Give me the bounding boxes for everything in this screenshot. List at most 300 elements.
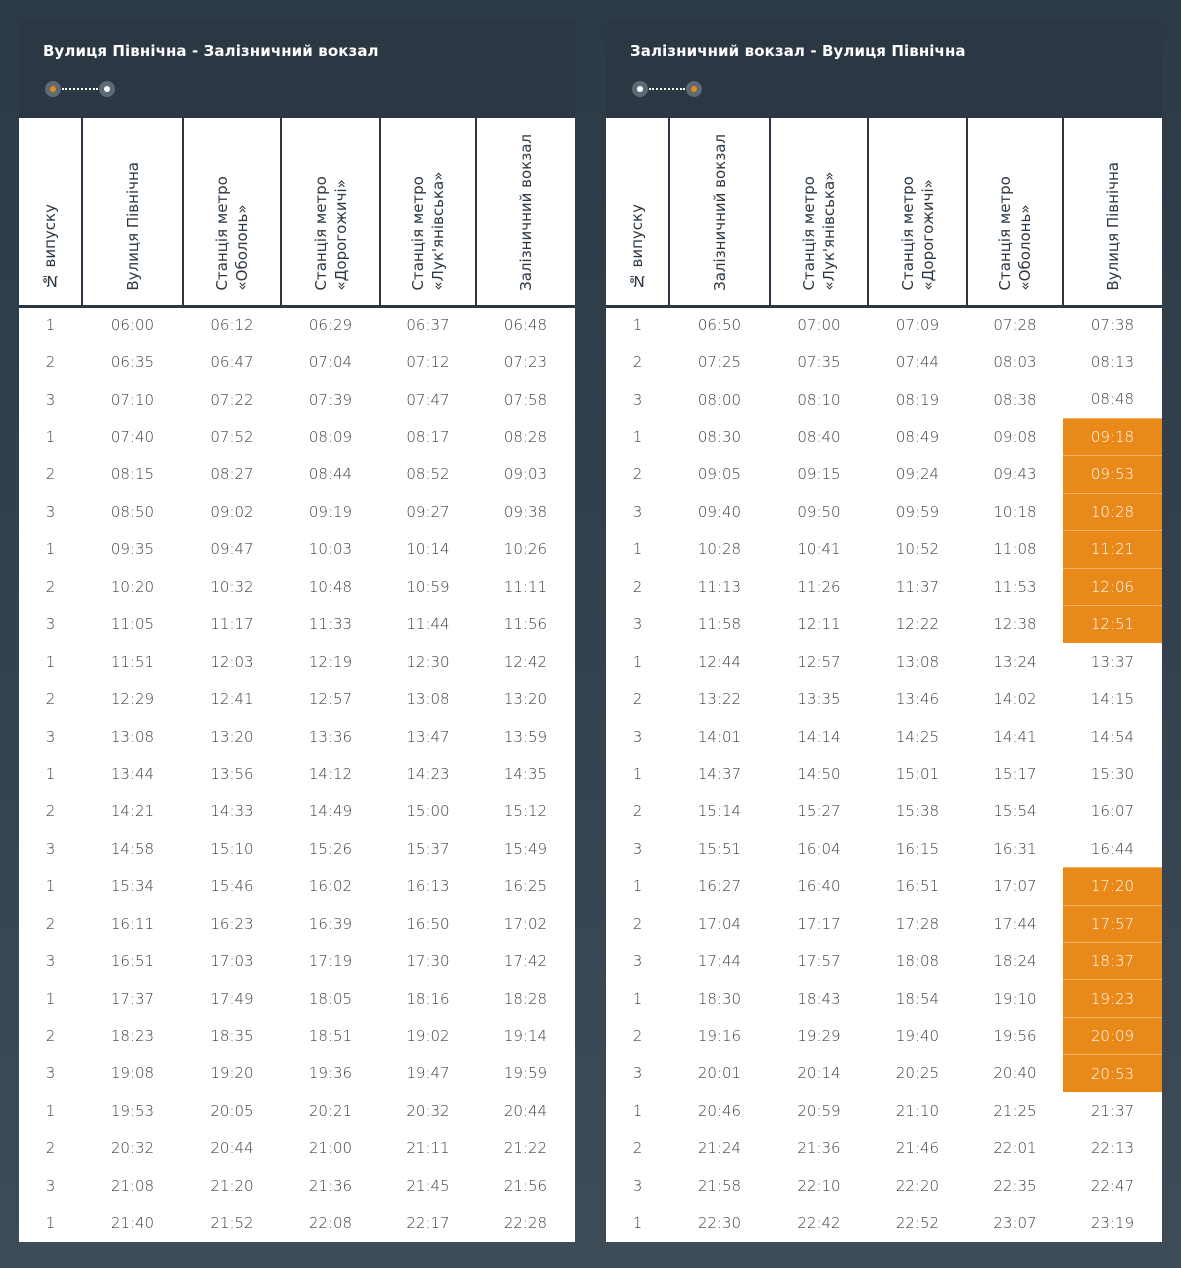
- release-number-cell: 2: [45, 353, 56, 372]
- release-number-cell: 1: [632, 877, 643, 896]
- time-cell: 15:37: [406, 839, 450, 858]
- table-row: [606, 905, 1162, 942]
- route-end-dot-icon: [686, 81, 702, 97]
- time-cell: 08:10: [797, 390, 841, 409]
- time-cell: 14:50: [797, 764, 841, 783]
- time-cell: 13:08: [895, 652, 940, 671]
- time-cell: 10:28: [1063, 493, 1162, 530]
- column-header-label: № випуску: [628, 204, 646, 291]
- time-cell: 14:35: [503, 764, 548, 783]
- time-cell: 21:45: [406, 1176, 450, 1195]
- column-header-label: Станція метро «Оболонь»: [996, 176, 1034, 291]
- time-cell: 20:32: [110, 1139, 155, 1158]
- time-cell: 23:07: [993, 1214, 1037, 1233]
- time-cell: 12:57: [797, 652, 841, 671]
- time-cell: 08:38: [993, 390, 1037, 409]
- time-cell: 13:20: [210, 727, 254, 746]
- schedule-panel-outbound: [19, 20, 575, 1242]
- time-cell: 13:47: [406, 727, 450, 746]
- time-cell: 21:52: [210, 1214, 254, 1233]
- column-header: [82, 118, 183, 306]
- time-cell: 20:32: [406, 1101, 450, 1120]
- time-cell: 06:50: [697, 316, 742, 335]
- time-cell: 15:10: [210, 839, 254, 858]
- release-number-cell: 3: [45, 390, 56, 409]
- time-cell: 09:47: [210, 540, 254, 559]
- time-cell: 12:41: [210, 690, 254, 709]
- time-cell: 19:10: [993, 989, 1037, 1008]
- time-cell: 18:16: [406, 989, 450, 1008]
- time-cell: 17:57: [1063, 905, 1162, 942]
- time-cell: 20:01: [697, 1064, 742, 1083]
- time-cell: 18:54: [895, 989, 940, 1008]
- release-number-cell: 2: [45, 1139, 56, 1158]
- time-cell: 18:28: [503, 989, 548, 1008]
- time-cell: 19:56: [993, 1027, 1037, 1046]
- time-cell: 17:37: [110, 989, 155, 1008]
- time-cell: 12:29: [110, 690, 155, 709]
- table-row: [606, 980, 1162, 1017]
- table-row: [19, 568, 575, 605]
- time-cell: 08:44: [308, 465, 353, 484]
- time-cell: 14:21: [110, 802, 155, 821]
- time-cell: 18:24: [993, 952, 1037, 971]
- time-cell: 06:12: [210, 316, 254, 335]
- timetable-header-row: [606, 118, 1162, 306]
- time-cell: 17:19: [308, 952, 353, 971]
- table-row: [606, 606, 1162, 643]
- time-cell: 15:38: [895, 802, 940, 821]
- release-number-cell: 1: [632, 316, 643, 335]
- time-cell: 22:30: [697, 1214, 742, 1233]
- table-row: [606, 643, 1162, 680]
- table-row: [606, 381, 1162, 418]
- release-number-cell: 2: [45, 577, 56, 596]
- time-cell: 07:12: [406, 353, 450, 372]
- release-number-cell: 1: [45, 989, 56, 1008]
- release-number-cell: 3: [632, 390, 643, 409]
- time-cell: 20:53: [1063, 1055, 1162, 1092]
- time-cell: 09:43: [993, 465, 1037, 484]
- time-cell: 13:36: [308, 727, 353, 746]
- column-header: [868, 118, 967, 306]
- release-number-cell: 1: [45, 316, 56, 335]
- route-dotted-line: [649, 88, 685, 90]
- time-cell: 12:22: [895, 615, 940, 634]
- time-cell: 20:46: [697, 1101, 742, 1120]
- time-cell: 15:00: [406, 802, 450, 821]
- table-row: [19, 531, 575, 568]
- column-header-label: Вулиця Північна: [123, 161, 142, 291]
- release-number-cell: 3: [632, 1064, 643, 1083]
- release-number-cell: 2: [45, 690, 56, 709]
- column-header: [770, 118, 868, 306]
- time-cell: 21:56: [503, 1176, 548, 1195]
- time-cell: 14:15: [1090, 690, 1135, 709]
- release-number-cell: 3: [45, 1176, 56, 1195]
- time-cell: 07:47: [406, 390, 450, 409]
- time-cell: 18:08: [895, 952, 940, 971]
- time-cell: 11:26: [797, 577, 841, 596]
- table-row: [19, 1130, 575, 1167]
- time-cell: 11:58: [697, 615, 742, 634]
- release-number-cell: 2: [632, 802, 643, 821]
- time-cell: 16:23: [210, 914, 254, 933]
- time-cell: 15:54: [993, 802, 1037, 821]
- route-dotted-line: [62, 88, 98, 90]
- time-cell: 20:25: [895, 1064, 940, 1083]
- column-header-label: Станція метро «Дорогожичі»: [311, 176, 350, 291]
- column-header: [967, 118, 1063, 306]
- time-cell: 20:59: [797, 1101, 841, 1120]
- time-cell: 13:20: [503, 690, 548, 709]
- column-header: [1063, 118, 1162, 306]
- time-cell: 18:35: [210, 1027, 254, 1046]
- time-cell: 19:47: [406, 1064, 450, 1083]
- time-cell: 21:24: [697, 1139, 742, 1158]
- time-cell: 10:48: [308, 577, 353, 596]
- time-cell: 08:50: [110, 502, 155, 521]
- panel-header: [606, 20, 1162, 118]
- time-cell: 16:13: [406, 877, 450, 896]
- release-number-cell: 3: [45, 952, 56, 971]
- release-number-cell: 2: [632, 1139, 643, 1158]
- time-cell: 16:02: [308, 877, 353, 896]
- table-row: [606, 1130, 1162, 1167]
- column-header: [19, 118, 82, 306]
- time-cell: 21:11: [406, 1139, 450, 1158]
- time-cell: 13:24: [993, 652, 1037, 671]
- time-cell: 12:19: [308, 652, 353, 671]
- time-cell: 19:36: [308, 1064, 353, 1083]
- time-cell: 10:14: [406, 540, 450, 559]
- time-cell: 09:59: [895, 502, 940, 521]
- time-cell: 11:05: [110, 615, 155, 634]
- table-row: [19, 680, 575, 717]
- time-cell: 18:37: [1063, 942, 1162, 979]
- time-cell: 13:44: [110, 764, 155, 783]
- time-cell: 14:54: [1090, 727, 1135, 746]
- time-cell: 17:44: [697, 952, 742, 971]
- time-cell: 07:10: [110, 390, 155, 409]
- release-number-cell: 3: [45, 502, 56, 521]
- time-cell: 08:13: [1090, 353, 1135, 372]
- time-cell: 09:15: [797, 465, 841, 484]
- time-cell: 10:59: [406, 577, 450, 596]
- time-cell: 16:50: [406, 914, 450, 933]
- time-cell: 10:18: [993, 502, 1037, 521]
- time-cell: 15:51: [697, 839, 742, 858]
- time-cell: 17:44: [993, 914, 1037, 933]
- column-header: [281, 118, 380, 306]
- time-cell: 15:46: [210, 877, 254, 896]
- time-cell: 21:58: [697, 1176, 742, 1195]
- time-cell: 16:51: [110, 952, 155, 971]
- time-cell: 22:10: [797, 1176, 841, 1195]
- time-cell: 19:20: [210, 1064, 254, 1083]
- time-cell: 12:11: [797, 615, 841, 634]
- time-cell: 09:03: [503, 465, 548, 484]
- time-cell: 07:23: [503, 353, 548, 372]
- time-cell: 22:52: [895, 1214, 940, 1233]
- time-cell: 09:18: [1063, 418, 1162, 455]
- time-cell: 19:29: [797, 1027, 841, 1046]
- table-row: [19, 306, 575, 343]
- time-cell: 20:21: [308, 1101, 353, 1120]
- time-cell: 23:19: [1090, 1214, 1135, 1233]
- table-row: [606, 568, 1162, 605]
- time-cell: 10:20: [110, 577, 155, 596]
- release-number-cell: 2: [45, 802, 56, 821]
- time-cell: 09:19: [308, 502, 353, 521]
- time-cell: 14:37: [697, 764, 742, 783]
- table-row: [606, 1167, 1162, 1204]
- time-cell: 19:14: [503, 1027, 548, 1046]
- time-cell: 11:11: [503, 577, 548, 596]
- time-cell: 13:35: [797, 690, 841, 709]
- time-cell: 17:42: [503, 952, 548, 971]
- time-cell: 22:47: [1090, 1176, 1135, 1195]
- time-cell: 16:40: [797, 877, 841, 896]
- time-cell: 14:58: [110, 839, 155, 858]
- time-cell: 07:04: [308, 353, 353, 372]
- time-cell: 17:57: [797, 952, 841, 971]
- time-cell: 12:06: [1063, 568, 1162, 605]
- time-cell: 11:53: [993, 577, 1037, 596]
- time-cell: 15:49: [503, 839, 548, 858]
- time-cell: 07:09: [895, 316, 940, 335]
- timetable-body: [19, 306, 575, 1242]
- time-cell: 09:38: [503, 502, 548, 521]
- time-cell: 16:07: [1090, 802, 1135, 821]
- column-header-label: № випуску: [41, 204, 59, 291]
- time-cell: 12:03: [210, 652, 254, 671]
- time-cell: 09:02: [210, 502, 254, 521]
- release-number-cell: 2: [632, 353, 643, 372]
- time-cell: 21:40: [110, 1214, 155, 1233]
- time-cell: 16:39: [308, 914, 353, 933]
- time-cell: 08:48: [1090, 390, 1135, 409]
- time-cell: 12:38: [993, 615, 1037, 634]
- route-start-dot-icon: [45, 81, 61, 97]
- time-cell: 17:02: [503, 914, 548, 933]
- time-cell: 11:44: [406, 615, 450, 634]
- time-cell: 16:11: [110, 914, 155, 933]
- time-cell: 19:40: [895, 1027, 940, 1046]
- schedule-panel-return: [606, 20, 1162, 1242]
- release-number-cell: 3: [632, 1176, 643, 1195]
- time-cell: 06:29: [308, 316, 353, 335]
- time-cell: 08:03: [993, 353, 1037, 372]
- column-header: [380, 118, 476, 306]
- time-cell: 10:03: [308, 540, 353, 559]
- time-cell: 22:20: [895, 1176, 940, 1195]
- time-cell: 17:30: [406, 952, 450, 971]
- time-cell: 07:00: [797, 316, 841, 335]
- time-cell: 07:28: [993, 316, 1037, 335]
- time-cell: 08:28: [503, 428, 548, 447]
- release-number-cell: 1: [45, 652, 56, 671]
- time-cell: 22:01: [993, 1139, 1037, 1158]
- release-number-cell: 2: [632, 914, 643, 933]
- time-cell: 16:44: [1090, 839, 1135, 858]
- release-number-cell: 3: [45, 1064, 56, 1083]
- time-cell: 14:49: [308, 802, 353, 821]
- time-cell: 17:17: [797, 914, 841, 933]
- time-cell: 14:41: [993, 727, 1037, 746]
- time-cell: 17:20: [1063, 868, 1162, 905]
- time-cell: 07:52: [210, 428, 254, 447]
- table-row: [19, 1055, 575, 1092]
- table-row: [606, 868, 1162, 905]
- time-cell: 19:23: [1063, 980, 1162, 1017]
- time-cell: 15:12: [503, 802, 548, 821]
- time-cell: 10:28: [697, 540, 742, 559]
- time-cell: 21:00: [308, 1139, 353, 1158]
- release-number-cell: 1: [632, 1214, 643, 1233]
- time-cell: 21:46: [895, 1139, 940, 1158]
- time-cell: 08:09: [308, 428, 353, 447]
- time-cell: 08:27: [210, 465, 254, 484]
- table-row: [19, 343, 575, 380]
- table-row: [19, 456, 575, 493]
- time-cell: 08:52: [406, 465, 450, 484]
- table-row: [19, 755, 575, 792]
- time-cell: 11:51: [110, 652, 155, 671]
- time-cell: 12:57: [308, 690, 353, 709]
- release-number-cell: 1: [45, 877, 56, 896]
- time-cell: 06:48: [503, 316, 548, 335]
- release-number-cell: 3: [45, 727, 56, 746]
- time-cell: 14:01: [697, 727, 742, 746]
- time-cell: 12:51: [1063, 606, 1162, 643]
- release-number-cell: 2: [45, 914, 56, 933]
- table-row: [19, 905, 575, 942]
- time-cell: 07:44: [895, 353, 940, 372]
- time-cell: 15:17: [993, 764, 1037, 783]
- time-cell: 17:04: [697, 914, 742, 933]
- table-row: [19, 1017, 575, 1054]
- table-row: [606, 718, 1162, 755]
- time-cell: 22:28: [503, 1214, 548, 1233]
- route-end-dot-icon: [99, 81, 115, 97]
- time-cell: 18:43: [797, 989, 841, 1008]
- panel-title: Вулиця Північна - Залізничний вокзал: [43, 42, 379, 60]
- time-cell: 19:08: [110, 1064, 155, 1083]
- time-cell: 17:28: [895, 914, 940, 933]
- time-cell: 08:40: [797, 428, 841, 447]
- release-number-cell: 3: [45, 615, 56, 634]
- time-cell: 09:05: [697, 465, 742, 484]
- table-row: [606, 1055, 1162, 1092]
- time-cell: 21:36: [797, 1139, 841, 1158]
- release-number-cell: 3: [632, 615, 643, 634]
- time-cell: 08:19: [895, 390, 940, 409]
- timetable-header-row: [19, 118, 575, 306]
- time-cell: 16:25: [503, 877, 548, 896]
- column-header: [606, 118, 669, 306]
- time-cell: 15:01: [895, 764, 940, 783]
- time-cell: 11:08: [993, 540, 1037, 559]
- time-cell: 15:34: [110, 877, 155, 896]
- time-cell: 11:56: [503, 615, 548, 634]
- release-number-cell: 1: [45, 428, 56, 447]
- time-cell: 15:14: [697, 802, 742, 821]
- panel-title: Залізничний вокзал - Вулиця Північна: [630, 42, 966, 60]
- time-cell: 10:26: [503, 540, 548, 559]
- route-direction-indicator: [45, 81, 117, 97]
- time-cell: 13:22: [697, 690, 742, 709]
- time-cell: 22:13: [1090, 1139, 1135, 1158]
- time-cell: 16:04: [797, 839, 841, 858]
- column-header-label: Залізничний вокзал: [710, 133, 729, 291]
- time-cell: 22:17: [406, 1214, 450, 1233]
- time-cell: 06:37: [406, 316, 450, 335]
- time-cell: 12:44: [697, 652, 742, 671]
- time-cell: 15:30: [1090, 764, 1135, 783]
- release-number-cell: 1: [45, 764, 56, 783]
- time-cell: 21:25: [993, 1101, 1037, 1120]
- column-header-label: Станція метро «Лук'янівська»: [800, 171, 838, 291]
- table-row: [606, 1205, 1162, 1242]
- column-header-label: Станція метро «Дорогожичі»: [898, 176, 937, 291]
- time-cell: 14:25: [895, 727, 940, 746]
- time-cell: 16:27: [697, 877, 742, 896]
- release-number-cell: 1: [632, 1101, 643, 1120]
- time-cell: 07:35: [797, 353, 841, 372]
- time-cell: 14:33: [210, 802, 254, 821]
- time-cell: 19:02: [406, 1027, 450, 1046]
- table-row: [19, 830, 575, 867]
- release-number-cell: 2: [45, 465, 56, 484]
- release-number-cell: 1: [45, 1101, 56, 1120]
- time-cell: 16:51: [895, 877, 940, 896]
- column-header-label: Станція метро «Оболонь»: [213, 176, 251, 291]
- column-header-label: Станція метро «Лук'янівська»: [409, 171, 447, 291]
- time-cell: 17:07: [993, 877, 1037, 896]
- release-number-cell: 1: [632, 764, 643, 783]
- release-number-cell: 2: [632, 690, 643, 709]
- release-number-cell: 3: [45, 839, 56, 858]
- time-cell: 22:08: [308, 1214, 353, 1233]
- time-cell: 08:49: [895, 428, 940, 447]
- time-cell: 08:15: [110, 465, 155, 484]
- time-cell: 09:08: [993, 428, 1037, 447]
- time-cell: 19:53: [110, 1101, 155, 1120]
- time-cell: 11:13: [697, 577, 742, 596]
- route-start-dot-icon: [632, 81, 648, 97]
- column-header: [183, 118, 281, 306]
- time-cell: 14:14: [797, 727, 841, 746]
- time-cell: 21:10: [895, 1101, 940, 1120]
- table-row: [606, 793, 1162, 830]
- table-row: [19, 381, 575, 418]
- time-cell: 21:20: [210, 1176, 254, 1195]
- release-number-cell: 3: [632, 502, 643, 521]
- table-row: [606, 830, 1162, 867]
- time-cell: 17:49: [210, 989, 254, 1008]
- time-cell: 11:17: [210, 615, 254, 634]
- column-header: [669, 118, 770, 306]
- table-row: [606, 755, 1162, 792]
- time-cell: 11:37: [895, 577, 940, 596]
- table-row: [19, 868, 575, 905]
- table-row: [19, 718, 575, 755]
- column-header: [476, 118, 575, 306]
- release-number-cell: 3: [632, 952, 643, 971]
- time-cell: 09:50: [797, 502, 841, 521]
- time-cell: 20:09: [1063, 1017, 1162, 1054]
